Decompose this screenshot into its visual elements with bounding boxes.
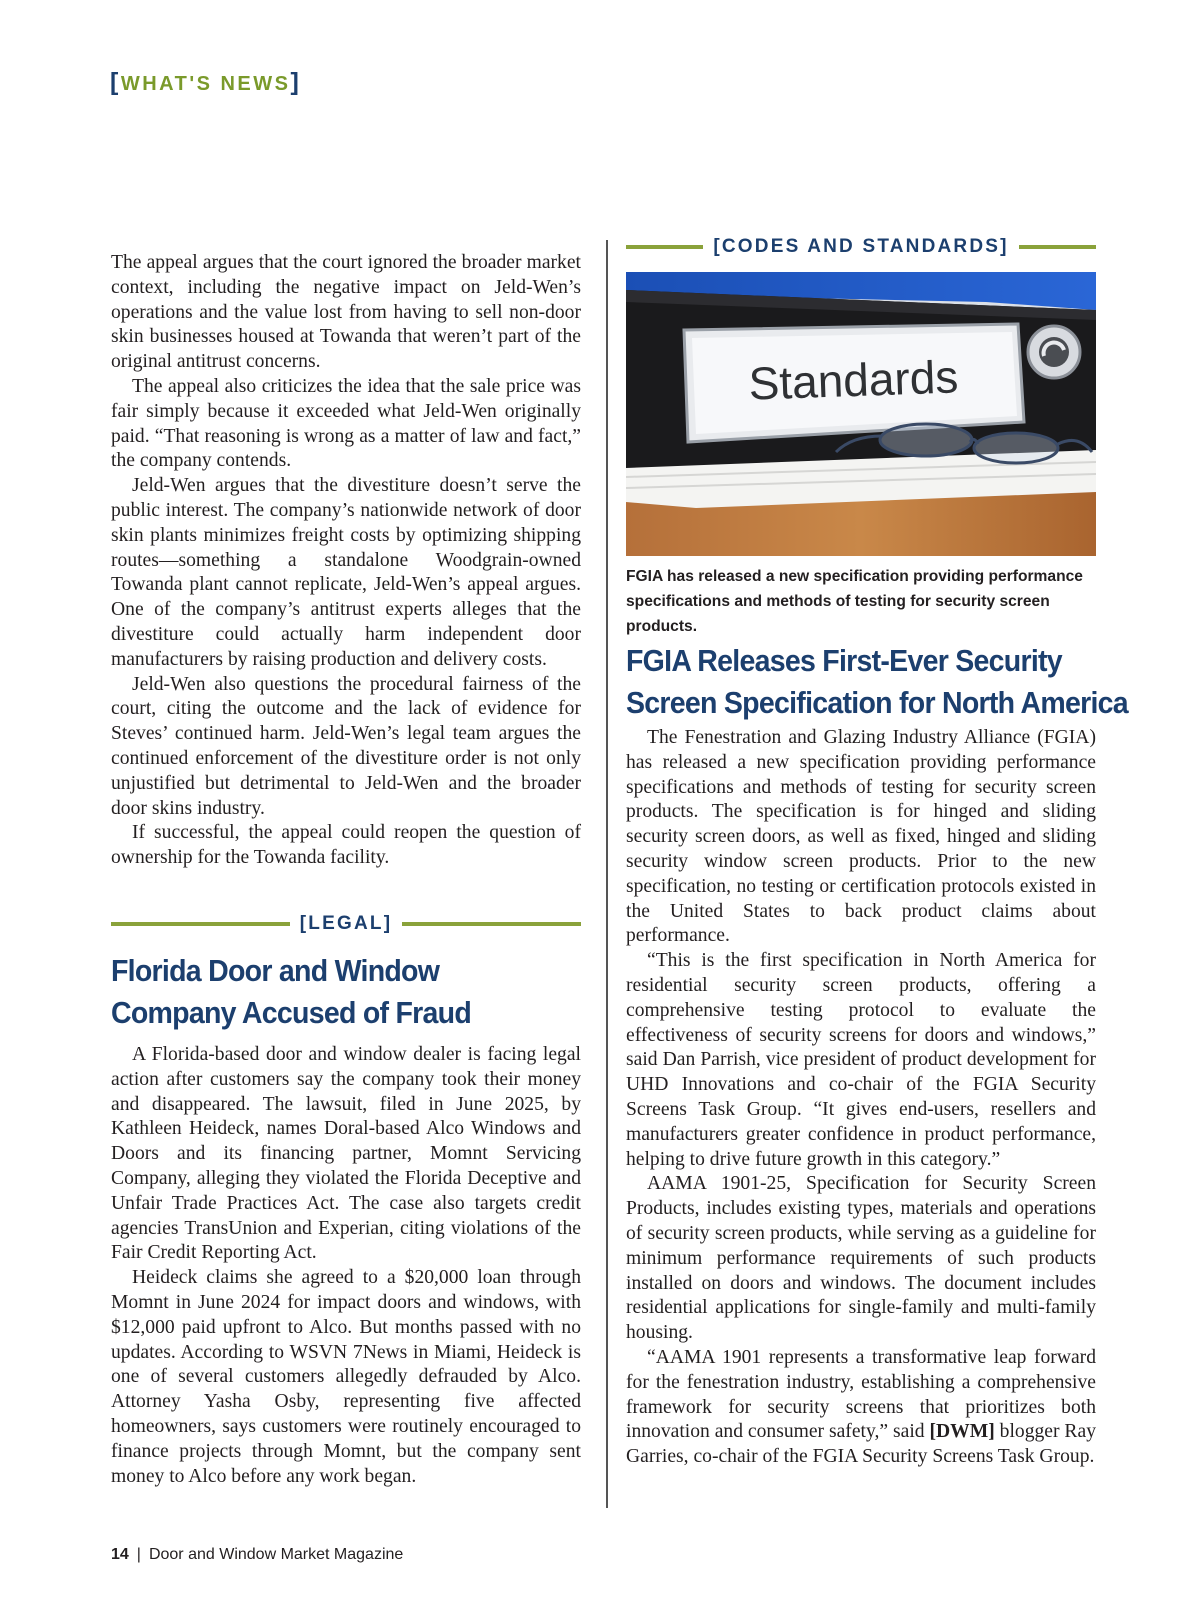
legal-section-rule bbox=[111, 913, 581, 935]
quote-attribution: blogger Ray Garries, co-chair of the FGIA Security Screens Task Group. bbox=[626, 1421, 1096, 1468]
quote-text: “AAMA 1901 represents a transformative leap forward for the fenestration industry, establishing a comprehensive framework for security screens that prioritizes both innovation and consumer safety,” said bbox=[626, 1346, 1096, 1443]
rule-line bbox=[626, 245, 703, 249]
standards-binder-photo bbox=[626, 272, 1096, 556]
codes-headline bbox=[626, 640, 1128, 724]
paragraph: If successful, the appeal could reopen the question of ownership for the Towanda facility. bbox=[111, 822, 581, 869]
publication-name: Door and Window Market Magazine bbox=[148, 1546, 404, 1563]
paragraph bbox=[626, 1346, 1096, 1470]
binder-label-text: Standards bbox=[747, 350, 960, 410]
dwm-brand: [DWM] bbox=[929, 1421, 995, 1443]
page-footer bbox=[111, 1546, 403, 1564]
section-label-text: WHAT'S NEWS bbox=[120, 73, 291, 95]
paragraph: A Florida-based door and window dealer is facing legal action after customers say the company took their money and disappeared. The lawsuit, filed in June 2025, by Kathleen Heideck, names Doral-based Alco Windows and Doors and its financing partner, Momnt Servicing Company, alleging they violated the Florida Deceptive and Unfair Trade Practices Act. The case also targets credit agencies TransUnion and Experian, citing violations of the Fair Credit Reporting Act. bbox=[111, 1044, 581, 1264]
codes-label: [CODES AND STANDARDS] bbox=[713, 236, 1009, 257]
codes-article bbox=[626, 640, 1128, 1470]
paragraph: “This is the first specification in North America for residential security screen products, offering a comprehensive testing protocol to evaluate the effectiveness of security screens for doors and windows,” said Dan Parrish, vice president of product development for UHD Innovations and co-chair of the FGIA Security Screens Task Group. “It gives end-users, resellers and manufacturers greater confidence in product performance, helping to drive future growth in this category.” bbox=[626, 950, 1096, 1170]
rule-line bbox=[111, 922, 290, 926]
codes-section-rule bbox=[626, 236, 1096, 258]
section-bracket-close: ] bbox=[290, 68, 302, 96]
paragraph: AAMA 1901-25, Specification for Security Screen Products, includes existing types, materials and operations of security screen products, while serving as a guideline for minimum performance requirements of such products installed on doors and windows. The document includes residential applications for single-family and multi-family housing. bbox=[626, 1173, 1096, 1344]
rule-line bbox=[402, 922, 581, 926]
paragraph: Jeld-Wen argues that the divestiture doesn’t serve the public interest. The company’s nationwide network of door skin plants minimizes freight costs by optimizing shipping routes—something a standalone Woodgrain-owned Towanda plant cannot replicate, Jeld-Wen’s appeal argues. One of the company’s antitrust experts alleges that the divestiture could actually harm independent door manufacturers by raising production and delivery costs. bbox=[111, 475, 581, 670]
photo-caption: FGIA has released a new specification providing performance specifications and methods of testing for security screen products. bbox=[626, 568, 1083, 635]
rule-line bbox=[1019, 245, 1096, 249]
headline-line: Screen Specification for North America bbox=[626, 685, 1128, 720]
column-divider bbox=[606, 240, 608, 1508]
legal-label: [LEGAL] bbox=[299, 913, 393, 934]
paragraph: The Fenestration and Glazing Industry Alliance (FGIA) has released a new specification providing performance specifications and methods of testing for security screen products. The specification is for hinged and sliding security screen doors, as well as fixed, hinged and sliding security window screen products. Prior to the new specification, no testing or certification protocols existed in the United States to back product claims about performance. bbox=[626, 727, 1096, 947]
footer-separator: | bbox=[136, 1546, 141, 1563]
legal-article bbox=[111, 950, 581, 1489]
paragraph: Jeld-Wen also questions the procedural fairness of the court, citing the outcome and the lack of evidence for Steves’ continued harm. Jeld-Wen’s legal team argues the continued enforcement of the divestiture order is not only unjustified but detrimental to Jeld-Wen and the broader door skins industry. bbox=[111, 673, 581, 819]
legal-headline bbox=[111, 950, 543, 1034]
page-number: 14 bbox=[111, 1546, 129, 1563]
continued-article bbox=[111, 251, 581, 871]
paragraph: Heideck claims she agreed to a $20,000 loan through Momnt in June 2024 for impact doors and windows, with $12,000 paid upfront to Alco. But months passed with no updates. According to WSVN 7News in Miami, Heideck is one of several customers allegedly defrauded by Alco. Attorney Yasha Osby, representing five affected homeowners, says customers were routinely encouraged to finance projects through Momnt, but the company sent money to Alco before any work began. bbox=[111, 1267, 581, 1487]
headline-line: Company Accused of Fraud bbox=[111, 995, 472, 1030]
headline-line: Florida Door and Window bbox=[111, 953, 440, 988]
headline-line: FGIA Releases First-Ever Security bbox=[626, 643, 1062, 678]
paragraph: The appeal argues that the court ignored the broader market context, including the negative impact on Jeld-Wen’s operations and the value lost from having to sell non-door skin businesses housed at Towanda that weren’t part of the original antitrust concerns. bbox=[111, 252, 581, 373]
photo-illustration bbox=[626, 272, 1096, 556]
section-bracket-open: [ bbox=[110, 68, 121, 96]
section-label bbox=[110, 68, 301, 97]
paragraph: The appeal also criticizes the idea that the sale price was fair simply because it exceeded what Jeld-Wen originally paid. “That reasoning is wrong as a matter of law and fact,” the company contends. bbox=[111, 375, 581, 472]
